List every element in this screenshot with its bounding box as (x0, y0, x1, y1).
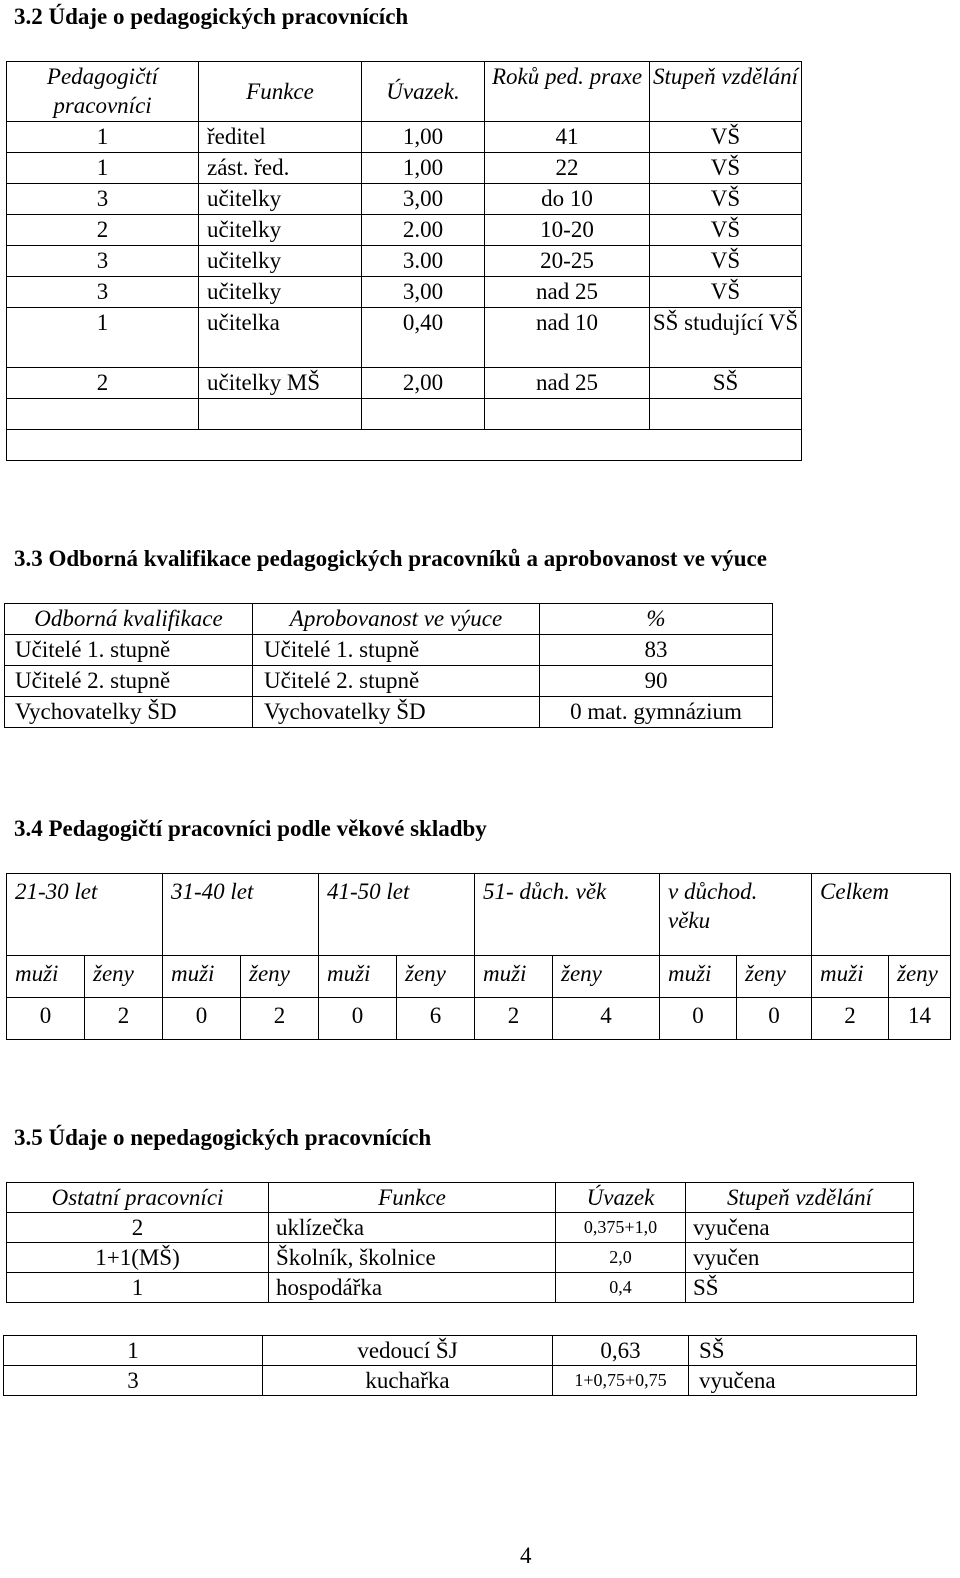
table-cell: Učitelé 1. stupně (5, 635, 253, 666)
table-row-empty (7, 399, 802, 430)
table-cell: SŠ (689, 1336, 917, 1366)
table-cell: 2 (7, 1213, 269, 1243)
header-cell: Pedagogičtí pracovníci (7, 62, 199, 122)
gender-header: ženy (397, 956, 475, 998)
table-cell: SŠ studující VŠ (650, 308, 802, 368)
table-cell: vyučena (689, 1366, 917, 1396)
count-cell: 0 (737, 998, 812, 1040)
gender-header: muži (163, 956, 241, 998)
table-cell: učitelky (199, 215, 362, 246)
count-cell: 2 (85, 998, 163, 1040)
table-cell: VŠ (650, 184, 802, 215)
section-3-5-heading: 3.5 Údaje o nepedagogických pracovnících (14, 1125, 432, 1150)
table-row (7, 184, 802, 215)
table-cell: nad 25 (485, 277, 650, 308)
pedagogical-staff-table (6, 61, 802, 461)
section-3-3-heading: 3.3 Odborná kvalifikace pedagogických pracovníků a aprobovanost ve výuce (14, 546, 767, 571)
table-cell: hospodářka (269, 1273, 556, 1303)
section-3-2-heading: 3.2 Údaje o pedagogických pracovnících (14, 4, 409, 29)
header-cell: Odborná kvalifikace (5, 604, 253, 635)
table-cell: 3,00 (362, 277, 485, 308)
table-cell: 1 (7, 122, 199, 153)
table-cell: 1 (4, 1336, 263, 1366)
gender-header: ženy (889, 956, 951, 998)
table-cell: 1+1(MŠ) (7, 1243, 269, 1273)
table-header-row (5, 604, 773, 635)
header-cell: Stupeň vzdělání (650, 62, 802, 122)
gender-row (7, 956, 951, 998)
table-cell: Učitelé 1. stupně (253, 635, 540, 666)
age-group-header: 21-30 let (7, 874, 163, 956)
count-cell: 4 (553, 998, 660, 1040)
table-cell: vyučena (686, 1213, 914, 1243)
table-cell: učitelky (199, 184, 362, 215)
table-cell: 2,00 (362, 368, 485, 399)
non-pedagogical-staff-table (6, 1182, 914, 1303)
count-cell: 0 (163, 998, 241, 1040)
gender-header: ženy (241, 956, 319, 998)
table-row (5, 697, 773, 728)
header-cell: Úvazek. (362, 62, 485, 122)
table-cell: 41 (485, 122, 650, 153)
table-cell: 0,63 (553, 1336, 689, 1366)
table-cell: 3 (4, 1366, 263, 1396)
gender-header: muži (660, 956, 737, 998)
table-cell: VŠ (650, 153, 802, 184)
gender-header: muži (812, 956, 889, 998)
table-cell (199, 399, 362, 430)
table-row (7, 1213, 914, 1243)
table-cell: 1 (7, 153, 199, 184)
table-cell: do 10 (485, 184, 650, 215)
age-group-header: 41-50 let (319, 874, 475, 956)
table-cell: učitelky (199, 277, 362, 308)
header-cell: Funkce (269, 1183, 556, 1213)
table-cell: 3.00 (362, 246, 485, 277)
table-cell: Vychovatelky ŠD (5, 697, 253, 728)
table-cell: učitelka (199, 308, 362, 368)
table-cell (7, 430, 802, 461)
table-row (7, 122, 802, 153)
age-structure-table (6, 873, 951, 1040)
table-row (7, 368, 802, 399)
table-row (7, 246, 802, 277)
count-cell: 0 (7, 998, 85, 1040)
table-cell: vyučen (686, 1243, 914, 1273)
table-cell: 1 (7, 308, 199, 368)
qualification-table (4, 603, 773, 728)
table-cell: vedoucí ŠJ (263, 1336, 553, 1366)
table-cell: 2,0 (556, 1243, 686, 1273)
table-cell: 3 (7, 184, 199, 215)
age-group-row (7, 874, 951, 956)
gender-header: muži (7, 956, 85, 998)
age-group-header: 51- důch. věk (475, 874, 660, 956)
table-row (7, 153, 802, 184)
table-cell: SŠ (686, 1273, 914, 1303)
table-cell: 3,00 (362, 184, 485, 215)
table-cell: 2 (7, 368, 199, 399)
count-cell: 2 (241, 998, 319, 1040)
header-cell: Ostatní pracovníci (7, 1183, 269, 1213)
age-group-header: 31-40 let (163, 874, 319, 956)
table-cell: 90 (540, 666, 773, 697)
table-cell: kuchařka (263, 1366, 553, 1396)
table-cell: VŠ (650, 122, 802, 153)
table-cell: ředitel (199, 122, 362, 153)
table-row-empty (7, 430, 802, 461)
section-3-4-heading: 3.4 Pedagogičtí pracovníci podle věkové skladby (14, 816, 487, 841)
table-cell: 1,00 (362, 122, 485, 153)
gender-header: ženy (85, 956, 163, 998)
gender-header: ženy (737, 956, 812, 998)
table-cell: učitelky (199, 246, 362, 277)
table-cell: SŠ (650, 368, 802, 399)
table-cell (485, 399, 650, 430)
table-row (4, 1336, 917, 1366)
count-cell: 0 (660, 998, 737, 1040)
table-cell: 20-25 (485, 246, 650, 277)
table-cell: 3 (7, 246, 199, 277)
table-cell: 0,40 (362, 308, 485, 368)
page-number: 4 (520, 1543, 532, 1568)
table-cell: 1,00 (362, 153, 485, 184)
header-cell: Aprobovanost ve výuce (253, 604, 540, 635)
table-cell: 2.00 (362, 215, 485, 246)
table-cell: 1 (7, 1273, 269, 1303)
count-cell: 14 (889, 998, 951, 1040)
table-row (7, 1243, 914, 1273)
gender-header: muži (475, 956, 553, 998)
count-cell: 6 (397, 998, 475, 1040)
age-group-header: Celkem (812, 874, 951, 956)
gender-header: ženy (553, 956, 660, 998)
table-row (7, 1273, 914, 1303)
table-cell: 10-20 (485, 215, 650, 246)
table-cell: uklízečka (269, 1213, 556, 1243)
table-cell: Vychovatelky ŠD (253, 697, 540, 728)
table-cell: 0,375+1,0 (556, 1213, 686, 1243)
kitchen-staff-table (3, 1335, 917, 1396)
count-row (7, 998, 951, 1040)
table-cell: zást. řed. (199, 153, 362, 184)
table-header-row (7, 1183, 914, 1213)
table-cell: 83 (540, 635, 773, 666)
table-cell (362, 399, 485, 430)
table-row (7, 215, 802, 246)
table-cell: 1+0,75+0,75 (553, 1366, 689, 1396)
header-cell: % (540, 604, 773, 635)
header-cell: Funkce (199, 62, 362, 122)
table-cell: 0,4 (556, 1273, 686, 1303)
header-cell: Úvazek (556, 1183, 686, 1213)
table-cell: Učitelé 2. stupně (5, 666, 253, 697)
age-group-header: v důchod. věku (660, 874, 812, 956)
table-cell: VŠ (650, 277, 802, 308)
count-cell: 2 (475, 998, 553, 1040)
table-cell: 3 (7, 277, 199, 308)
table-row (5, 666, 773, 697)
table-cell: VŠ (650, 215, 802, 246)
table-row (4, 1366, 917, 1396)
table-cell: 22 (485, 153, 650, 184)
header-cell: Stupeň vzdělání (686, 1183, 914, 1213)
table-cell: 2 (7, 215, 199, 246)
table-cell (650, 399, 802, 430)
table-row (5, 635, 773, 666)
table-cell: nad 25 (485, 368, 650, 399)
table-cell: VŠ (650, 246, 802, 277)
count-cell: 2 (812, 998, 889, 1040)
table-header-row (7, 62, 802, 122)
table-cell: učitelky MŠ (199, 368, 362, 399)
table-cell: Učitelé 2. stupně (253, 666, 540, 697)
table-row (7, 277, 802, 308)
table-cell: 0 mat. gymnázium (540, 697, 773, 728)
table-cell: nad 10 (485, 308, 650, 368)
header-cell: Roků ped. praxe (485, 62, 650, 122)
table-cell (7, 399, 199, 430)
table-cell: Školník, školnice (269, 1243, 556, 1273)
count-cell: 0 (319, 998, 397, 1040)
table-row (7, 308, 802, 368)
gender-header: muži (319, 956, 397, 998)
